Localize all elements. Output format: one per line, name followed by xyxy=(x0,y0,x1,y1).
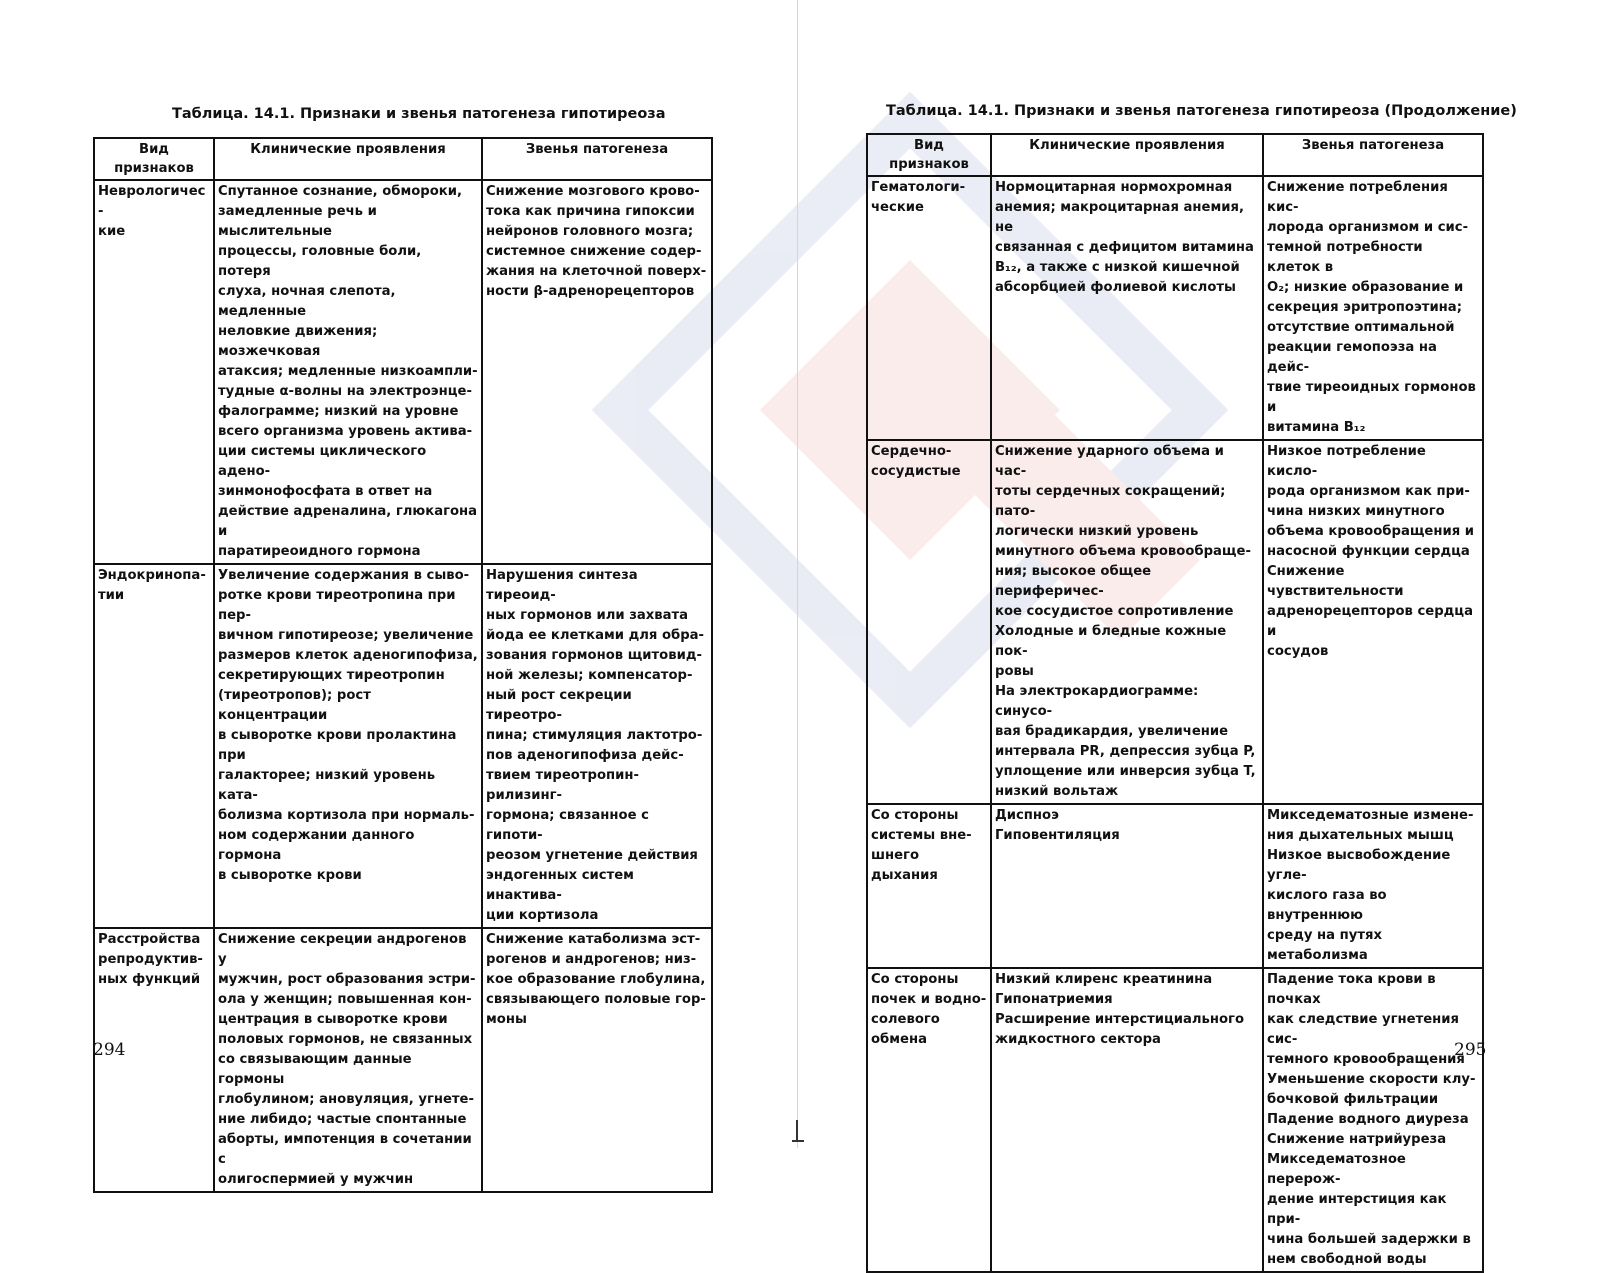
row-type: Неврологичес- кие xyxy=(94,180,214,564)
row-type: Гематологи- ческие xyxy=(867,176,991,440)
right-page xyxy=(800,0,1600,1267)
row-pathogenesis: Микседематозные измене- ния дыхательных мышц Низкое высвобождение угле- кислого газа во внутреннюю среду на путях метаболизма xyxy=(1263,804,1483,968)
row-clinical: Снижение секреции андрогенов у мужчин, рост образования эстри- ола у женщин; повышенная кон- центрация в сыворотке крови половых гормонов, не связанных со связывающим данные гормоны глобулином; ановуляция, угнете- ние либидо; частые спонтанные аборты, импотенция в сочетании с олигоспермией у мужчин xyxy=(214,928,482,1192)
table-caption: Таблица. 14.1. Признаки и звенья патогенеза гипотиреоза (Продолжение) xyxy=(886,103,1517,119)
table-row xyxy=(867,968,1483,1272)
symptoms-table-continued xyxy=(866,133,1487,1273)
symptoms-table xyxy=(93,137,713,1193)
left-page xyxy=(0,0,790,1187)
row-clinical: Увеличение содержания в сыво- ротке крови тиреотропина при пер- вичном гипотиреозе; увеличение размеров клеток аденогипофиза, секретирующих тиреотропин (тиреотропов); рост концентрации в сыворотке крови пролактина при галакторее; низкий уровень ката- болизма кортизола при нормаль- ном содержании данного гормона в сыворотке крови xyxy=(214,564,482,928)
header-clinical: Клинические проявления xyxy=(214,138,482,180)
table-row xyxy=(94,564,712,928)
header-type: Вид признаков xyxy=(94,138,214,180)
table-row xyxy=(867,176,1483,440)
header-clinical: Клинические проявления xyxy=(991,134,1263,176)
table-header-row xyxy=(867,134,1483,176)
gutter-mark xyxy=(796,1120,798,1140)
header-pathogenesis: Звенья патогенеза xyxy=(1263,134,1483,176)
table-row xyxy=(867,804,1483,968)
row-type: Эндокринопа- тии xyxy=(94,564,214,928)
row-type: Со стороны системы вне- шнего дыхания xyxy=(867,804,991,968)
row-pathogenesis: Нарушения синтеза тиреоид- ных гормонов или захвата йода ее клетками для обра- зования гормонов щитовид- ной железы; компенсатор- ный рост секреции тиреотро- пина; стимуляция лактотро- пов аденогипофиза дейс- твием тиреотропин-рилизинг- гормона; связанное с гипоти- реозом угнетение действия эндогенных систем инактива- ции кортизола xyxy=(482,564,712,928)
header-pathogenesis: Звенья патогенеза xyxy=(482,138,712,180)
table-row xyxy=(94,928,712,1192)
row-pathogenesis: Снижение потребления кис- лорода организмом и сис- темной потребности клеток в O₂; низкие образование и секреция эритропоэтина; отсутствие оптимальной реакции гемопоэза на дейс- твие тиреоидных гормонов и витамина B₁₂ xyxy=(1263,176,1483,440)
row-clinical: Снижение ударного объема и час- тоты сердечных сокращений; пато- логически низкий уровень минутного объема кровообраще- ния; высокое общее периферичес- кое сосудистое сопротивление Холодные и бледные кожные пок- ровы На электрокардиограмме: синусо- вая брадикардия, увеличение интервала PR, депрессия зубца P, уплощение или инверсия зубца T, низкий вольтаж xyxy=(991,440,1263,804)
table-header-row xyxy=(94,138,712,180)
row-clinical: Спутанное сознание, обмороки, замедленные речь и мыслительные процессы, головные боли, потеря слуха, ночная слепота, медленные неловкие движения; мозжечковая атаксия; медленные низкоампли- тудные α-волны на электроэнце- фалограмме; низкий на уровне всего организма уровень актива- ции системы циклического адено- зинмонофосфата в ответ на действие адреналина, глюкагона и паратиреоидного гормона xyxy=(214,180,482,564)
table-caption: Таблица. 14.1. Признаки и звенья патогенеза гипотиреоза xyxy=(172,106,666,122)
header-type: Вид признаков xyxy=(867,134,991,176)
row-type: Сердечно- сосудистые xyxy=(867,440,991,804)
row-clinical: Низкий клиренс креатинина Гипонатриемия Расширение интерстициального жидкостного сектора xyxy=(991,968,1263,1272)
row-pathogenesis: Падение тока крови в почках как следствие угнетения сис- темного кровообращения Уменьшение скорости клу- бочковой фильтрации Падение водного диуреза Снижение натрийуреза Микседематозное перерож- дение интерстиция как при- чина большей задержки в нем свободной воды xyxy=(1263,968,1483,1272)
row-type: Со стороны почек и водно- солевого обмена xyxy=(867,968,991,1272)
row-pathogenesis: Снижение мозгового крово- тока как причина гипоксии нейронов головного мозга; системное снижение содер- жания на клеточной поверх- ности β-адренорецепторов xyxy=(482,180,712,564)
row-clinical: Нормоцитарная нормохромная анемия; макроцитарная анемия, не связанная с дефицитом витамина B₁₂, а также с низкой кишечной абсорбцией фолиевой кислоты xyxy=(991,176,1263,440)
row-type: Расстройства репродуктив- ных функций xyxy=(94,928,214,1192)
row-pathogenesis: Снижение катаболизма эст- рогенов и андрогенов; низ- кое образование глобулина, связывающего половые гор- моны xyxy=(482,928,712,1192)
page-number: 294 xyxy=(93,1040,126,1060)
page-number: 295 xyxy=(1454,1040,1487,1060)
table-row xyxy=(94,180,712,564)
table-row xyxy=(867,440,1483,804)
row-clinical: Диспноэ Гиповентиляция xyxy=(991,804,1263,968)
book-gutter xyxy=(797,0,798,1148)
row-pathogenesis: Низкое потребление кисло- рода организмом как при- чина низких минутного объема кровообращения и насосной функции сердца Снижение чувствительности адренорецепторов сердца и сосудов xyxy=(1263,440,1483,804)
